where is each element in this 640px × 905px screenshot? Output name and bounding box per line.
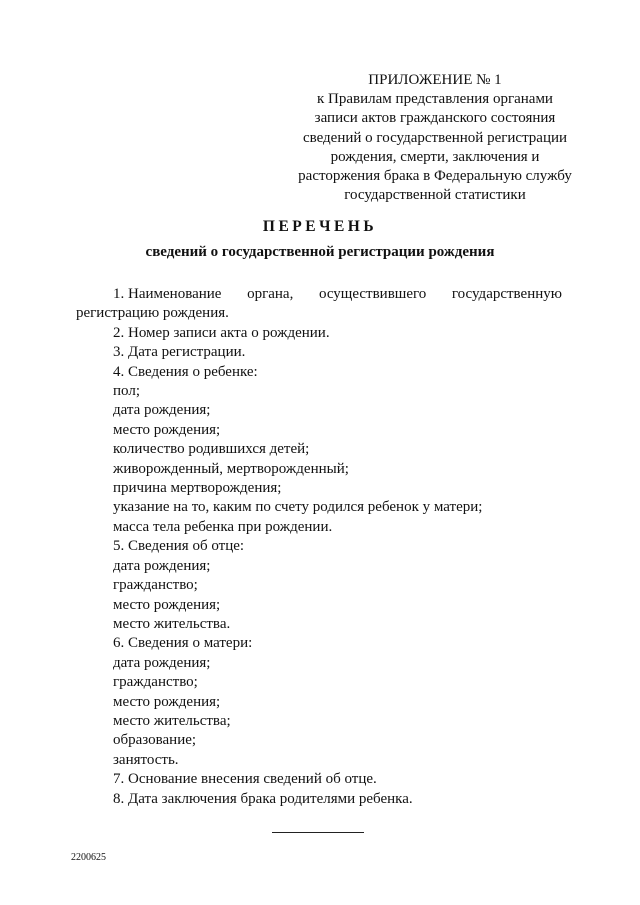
appendix-reference-line: рождения, смерти, заключения и [330, 148, 540, 165]
list-subitem: указание на то, каким по счету родился ребенок у матери; [113, 499, 483, 516]
list-subitem: пол; [113, 383, 140, 400]
document-subtitle: сведений о государственной регистрации рождения [145, 244, 495, 260]
list-subitem: место рождения; [113, 596, 221, 613]
list-subitem: гражданство; [113, 674, 198, 691]
end-separator-line [272, 832, 364, 833]
list-item: 2. Номер записи акта о рождении. [113, 324, 330, 341]
list-subitem: живорожденный, мертворожденный; [113, 460, 349, 477]
list-subitem: масса тела ребенка при рождении. [113, 518, 333, 535]
appendix-header [270, 71, 600, 205]
list-item-1-word: государственную [451, 286, 562, 302]
appendix-reference-line: к Правилам представления органами [317, 91, 553, 108]
list-item-1-word: 1. Наименование [113, 286, 222, 302]
list-subitem: место рождения; [113, 693, 221, 710]
list-item: 4. Сведения о ребенке: [113, 363, 258, 380]
list-subitem: занятость. [113, 751, 179, 768]
list-subitem: место жительства. [113, 615, 231, 632]
list-subitem: количество родившихся детей; [113, 441, 310, 458]
list-subitem: образование; [113, 732, 197, 749]
document-code: 2200625 [71, 852, 106, 863]
list-item-1-continuation: регистрацию рождения. [76, 305, 229, 322]
list-item-1-first-line [76, 285, 562, 304]
list-subitem: дата рождения; [113, 402, 211, 419]
appendix-reference-line: сведений о государственной регистрации [302, 129, 568, 146]
appendix-reference-line: записи актов гражданского состояния [314, 110, 556, 127]
list-item: 3. Дата регистрации. [113, 344, 246, 361]
list-item: 7. Основание внесения сведений об отце. [113, 771, 377, 788]
list-item-1-word: осуществившего [318, 286, 427, 302]
appendix-reference-line: государственной статистики [344, 187, 526, 204]
list-item: 6. Сведения о матери: [113, 635, 253, 652]
list-subitem: дата рождения; [113, 654, 211, 671]
list-subitem: гражданство; [113, 577, 198, 594]
list-subitem: дата рождения; [113, 557, 211, 574]
list-subitem: место рождения; [113, 421, 221, 438]
list-subitem: место жительства; [113, 712, 231, 729]
list-subitem: причина мертворождения; [113, 480, 282, 497]
appendix-reference-line: расторжения брака в Федеральную службу [298, 168, 572, 185]
list-item: 8. Дата заключения брака родителями ребенка. [113, 790, 413, 807]
list-item-1-word: органа, [247, 286, 294, 302]
document-title: ПЕРЕЧЕНЬ [262, 218, 378, 235]
appendix-number: ПРИЛОЖЕНИЕ № 1 [368, 72, 502, 88]
document-body [76, 285, 562, 809]
list-item: 5. Сведения об отце: [113, 538, 245, 555]
